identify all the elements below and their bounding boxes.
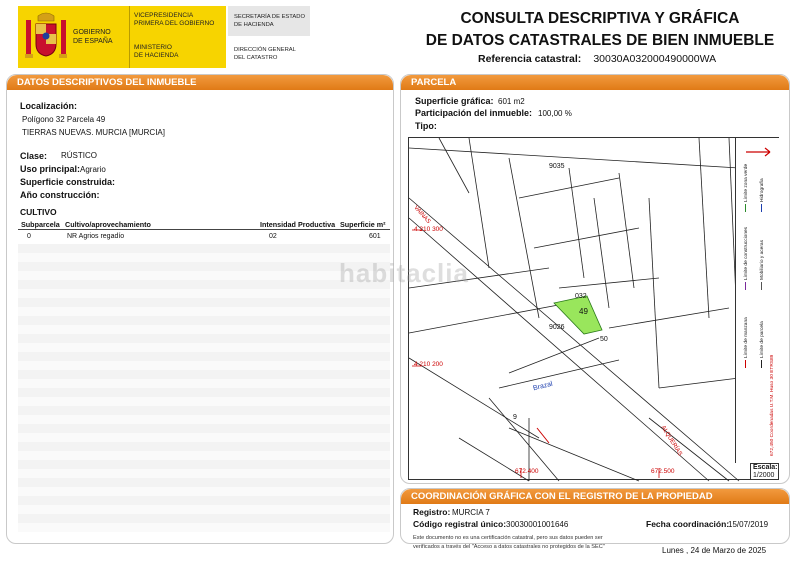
map-legend [735,138,779,463]
uso-value: Agrario [80,165,106,174]
table-empty-row [18,433,390,442]
legend-swatch [761,204,762,212]
legend-text: Límite de manzana [744,317,749,358]
vicepresidencia-text: VICEPRESIDENCIA PRIMERA DEL GOBIERNO [134,12,215,27]
table-empty-row [18,361,390,370]
watermark: habitaclia [339,258,469,288]
legend-swatch [761,282,762,290]
clase-label: Clase: [20,151,48,161]
legend-item [760,178,765,212]
verification-note: Este documento no es una certificación catastral, pero sus datos pueden ser verificados a través del "Acceso a datos catastrales no protegidos de la SEC" [413,535,605,550]
table-empty-row [18,325,390,334]
map-label-9026: 9026 [549,324,565,331]
coord-system-note: 672,450 Coordenadas U.T.M. Huso 30 ETRS89 [770,354,775,456]
legend-item [744,317,749,368]
scale-box: Escala: 1/2000 [750,463,779,480]
tipo-label: Tipo: [415,121,437,131]
north-arrow-icon [740,142,776,162]
map-label-49: 49 [579,307,588,316]
th-superficie: Superficie m² [340,220,386,229]
clase-value: RÚSTICO [61,151,97,160]
map-label-032: 032 [575,293,587,300]
cell-superficie: 601 [369,233,381,240]
legend-text: Límite de construcciones [744,226,749,280]
table-empty-row [18,334,390,343]
th-cultivo: Cultivo/aprovechamiento [65,220,151,229]
uso-label: Uso principal: [20,164,81,174]
table-row [18,232,390,242]
localizacion-line1: Polígono 32 Parcela 49 [22,115,106,124]
coat-of-arms-icon [24,10,68,64]
registro-label: Registro: [413,507,451,517]
cultivo-table-header [18,218,390,230]
participacion-value: 100,00 % [538,109,572,118]
cultivo-title: CULTIVO [20,207,57,217]
table-empty-row [18,262,390,271]
legend-item [744,164,749,212]
legend-item [744,227,749,290]
map-label-9035: 9035 [549,163,565,170]
table-empty-row [18,298,390,307]
table-empty-row [18,460,390,469]
table-empty-row [18,487,390,496]
superficie-construida-label: Superficie construida: [20,177,116,187]
table-empty-row [18,388,390,397]
legend-text: Mobiliario y aceras [760,240,765,280]
map-label-alquerias: ALQUERÍAS [659,424,683,458]
logo-divider [129,6,130,68]
referencia-catastral: Referencia catastral: 30030A032000490000WA [478,53,717,65]
page-title: CONSULTA DESCRIPTIVA Y GRÁFICA DE DATOS CATASTRALES DE BIEN INMUEBLE [425,10,775,49]
gov-name: GOBIERNO DE ESPAÑA [73,29,113,45]
table-empty-row [18,505,390,514]
cell-subparcela: 0 [27,233,31,240]
legend-item [760,240,765,290]
anio-construccion-label: Año construcción: [20,190,100,200]
table-empty-row [18,442,390,451]
document-date: Lunes , 24 de Marzo de 2025 [662,546,767,555]
table-empty-row [18,514,390,523]
cell-cultivo: NR Agrios regadío [67,233,125,240]
localizacion-line2: TIERRAS NUEVAS. MURCIA [MURCIA] [22,128,165,137]
coordinacion-header: COORDINACIÓN GRÁFICA CON EL REGISTRO DE LA PROPIEDAD [401,489,789,504]
table-empty-row [18,289,390,298]
table-empty-row [18,316,390,325]
map-coord-x-left: 672.400 [515,468,539,475]
ministerio-text: MINISTERIO DE HACIENDA [134,44,179,59]
cell-intensidad: 02 [269,233,277,240]
localizacion-label: Localización: [20,101,78,111]
superficie-grafica-value: 601 m2 [498,97,525,106]
datos-descriptivos-header: DATOS DESCRIPTIVOS DEL INMUEBLE [7,75,393,90]
map-coord-x-right: 672.500 [651,468,675,475]
legend-text: Límite zona verde [744,163,749,202]
map-label-9: 9 [513,414,517,421]
table-empty-row [18,280,390,289]
parcela-header: PARCELA [401,75,789,90]
table-empty-row [18,271,390,280]
codigo-registral-label: Código registral único: [413,519,507,529]
map-label-50: 50 [600,336,608,343]
table-empty-row [18,406,390,415]
table-empty-row [18,379,390,388]
table-empty-row [18,253,390,262]
legend-swatch [745,204,746,212]
map-label-vainas: VAINAS [412,204,432,226]
participacion-label: Participación del inmueble: [415,108,533,118]
legend-item [760,321,765,368]
table-empty-row [18,415,390,424]
secretaria-text: SECRETARÍA DE ESTADO DE HACIENDA [234,14,305,28]
th-subparcela: Subparcela [21,220,60,229]
table-empty-row [18,478,390,487]
table-empty-row [18,352,390,361]
map-coord-y-mid: 4 210 200 [414,361,443,368]
map-coord-y-top: 4 210 300 [414,226,443,233]
table-empty-row [18,424,390,433]
table-empty-row [18,307,390,316]
table-empty-row [18,523,390,532]
legend-swatch [761,360,762,368]
legend-text: Límite de parcela [760,321,765,358]
th-intensidad: Intensidad Productiva [260,220,336,229]
codigo-registral-value: 30030001001646 [506,520,569,529]
table-empty-row [18,244,390,253]
table-empty-row [18,451,390,460]
direccion-text: DIRECCIÓN GENERAL DEL CATASTRO [234,47,296,61]
map-label-brazal: Brazal [532,380,554,393]
table-empty-row [18,343,390,352]
table-empty-row [18,496,390,505]
fecha-coordinacion-value: 15/07/2019 [728,520,769,529]
superficie-grafica-label: Superficie gráfica: [415,96,494,106]
legend-swatch [745,360,746,368]
table-empty-row [18,397,390,406]
table-empty-row [18,370,390,379]
fecha-coordinacion-label: Fecha coordinación: [646,519,730,529]
table-empty-row [18,469,390,478]
legend-text: Hidrografía [760,178,765,202]
legend-swatch [745,282,746,290]
map-drawing [409,138,780,481]
registro-value: MURCIA 7 [452,508,490,517]
